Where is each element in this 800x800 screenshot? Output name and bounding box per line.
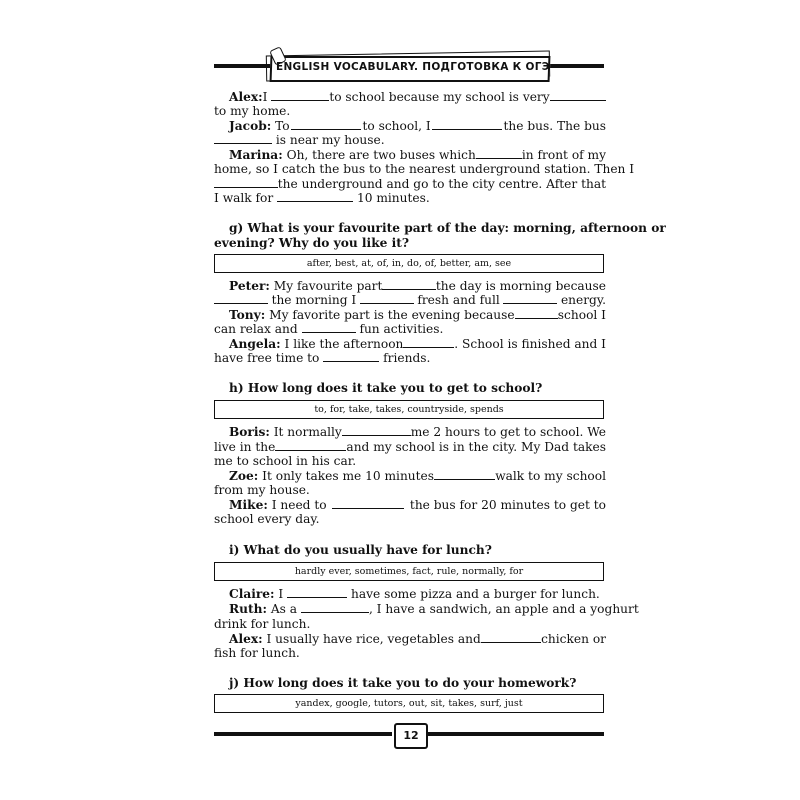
- question-g-cont: evening? Why do you like it?: [214, 236, 410, 250]
- claire-line-1: Claire: I have some pizza and a burger for lunch.: [229, 587, 600, 601]
- zoe-line-1: Zoe: It only takes me 10 minutes walk to my school: [229, 469, 606, 483]
- answer-blank[interactable]: [432, 119, 502, 130]
- answer-blank[interactable]: [382, 279, 436, 290]
- ruth-line-1: Ruth: As a , I have a sandwich, an apple and a yoghurt: [229, 602, 639, 616]
- word-bank-i: hardly ever, sometimes, fact, rule, normally, for: [214, 562, 604, 581]
- word-bank-g: after, best, at, of, in, do, of, better, am, see: [214, 254, 604, 273]
- answer-blank[interactable]: [287, 587, 347, 598]
- peter-line-1: Peter: My favourite part the day is morning because: [229, 279, 606, 293]
- marina-line-1: Marina: Oh, there are two buses which in front of my: [229, 148, 606, 162]
- answer-blank[interactable]: [403, 337, 454, 348]
- speaker-peter: Peter:: [229, 279, 270, 293]
- speaker-claire: Claire:: [229, 587, 275, 601]
- answer-blank[interactable]: [291, 119, 361, 130]
- angela-line-2: have free time to friends.: [214, 351, 431, 365]
- answer-blank[interactable]: [476, 148, 522, 159]
- zoe-line-2: from my house.: [214, 483, 310, 497]
- footer-rule-right: [428, 732, 604, 736]
- jacob-line-2: is near my house.: [214, 133, 606, 147]
- boris-line-1: Boris: It normally me 2 hours to get to school. We: [229, 425, 606, 439]
- word-bank-h: to, for, take, takes, countryside, spends: [214, 400, 604, 419]
- answer-blank[interactable]: [214, 293, 268, 304]
- speaker-jacob: Jacob:: [229, 119, 272, 133]
- speaker-mike: Mike:: [229, 498, 268, 512]
- answer-blank[interactable]: [214, 177, 278, 188]
- tony-line-2: can relax and fun activities.: [214, 322, 444, 336]
- speaker-angela: Angela:: [229, 337, 281, 351]
- tony-line-1: Tony: My favorite part is the evening because school I: [229, 308, 606, 322]
- footer-rule-left: [214, 732, 392, 736]
- speaker-alex: Alex:: [229, 90, 263, 104]
- answer-blank[interactable]: [302, 322, 356, 333]
- speaker-ruth: Ruth:: [229, 602, 267, 616]
- angela-line-1: Angela: I like the afternoon . School is finished and I: [229, 337, 606, 351]
- answer-blank[interactable]: [301, 602, 369, 613]
- speaker-zoe: Zoe:: [229, 469, 259, 483]
- alex-lunch-line-2: fish for lunch.: [214, 646, 300, 660]
- mike-line-1: Mike: I need to the bus for 20 minutes to get to: [229, 498, 606, 512]
- header-banner: [262, 50, 554, 82]
- speaker-boris: Boris:: [229, 425, 270, 439]
- marina-line-2: home, so I catch the bus to the nearest underground station. Then I: [214, 162, 635, 176]
- jacob-line-1: Jacob: To to school, I the bus. The bus: [229, 119, 606, 133]
- answer-blank[interactable]: [323, 351, 379, 362]
- speaker-marina: Marina:: [229, 148, 283, 162]
- ruth-line-2: drink for lunch.: [214, 617, 311, 631]
- marina-line-3: the underground and go to the city centre. After that: [214, 177, 606, 191]
- word-bank-j: yandex, google, tutors, out, sit, takes, surf, just: [214, 694, 604, 713]
- answer-blank[interactable]: [332, 498, 404, 509]
- speaker-tony: Tony:: [229, 308, 266, 322]
- peter-line-2: the morning I fresh and full energy.: [214, 293, 606, 307]
- alex-line-2: to my home.: [214, 104, 291, 118]
- speaker-alex-lunch: Alex:: [229, 632, 263, 646]
- marina-line-4: I walk for 10 minutes.: [214, 191, 430, 205]
- answer-blank[interactable]: [277, 191, 353, 202]
- answer-blank[interactable]: [214, 133, 272, 144]
- answer-blank[interactable]: [342, 425, 411, 436]
- boris-line-3: me to school in his car.: [214, 454, 357, 468]
- alex-lunch-line-1: Alex: I usually have rice, vegetables and chicken or: [229, 632, 606, 646]
- question-h: h) How long does it take you to get to school?: [229, 381, 543, 395]
- question-i: i) What do you usually have for lunch?: [229, 543, 492, 557]
- answer-blank[interactable]: [481, 632, 541, 643]
- mike-line-2: school every day.: [214, 512, 320, 526]
- question-j: j) How long does it take you to do your homework?: [229, 676, 577, 690]
- header-title: ENGLISH VOCABULARY. ПОДГОТОВКА К ОГЭ: [276, 61, 550, 73]
- answer-blank[interactable]: [275, 440, 346, 451]
- question-g: g) What is your favourite part of the day: morning, afternoon or: [229, 221, 666, 235]
- answer-blank[interactable]: [271, 90, 329, 101]
- alex-line-1: Alex:I to school because my school is very: [229, 90, 606, 104]
- answer-blank[interactable]: [550, 90, 606, 101]
- answer-blank[interactable]: [360, 293, 414, 304]
- answer-blank[interactable]: [503, 293, 557, 304]
- answer-blank[interactable]: [434, 469, 495, 480]
- boris-line-2: live in the and my school is in the city. My Dad takes: [214, 440, 606, 454]
- answer-blank[interactable]: [515, 308, 558, 319]
- page-number: 12: [394, 723, 428, 749]
